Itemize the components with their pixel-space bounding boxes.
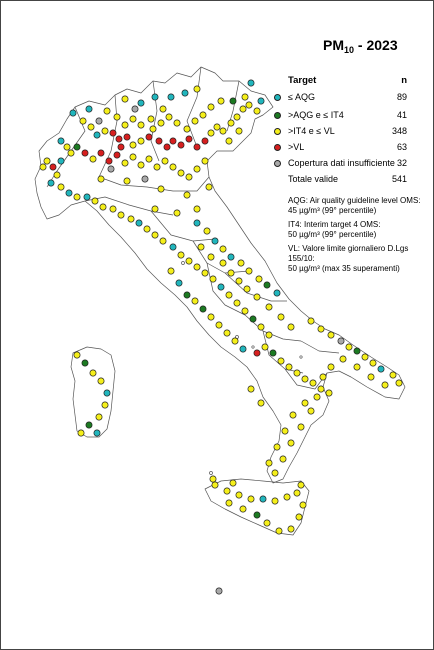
station-marker-yellow [266,460,272,466]
legend-count: 63 [396,142,407,152]
legend-item-vl-range [1,126,421,138]
station-marker-cyan [194,220,200,226]
station-marker-yellow [396,380,402,386]
station-marker-cyan [228,254,234,260]
station-marker-yellow [274,444,280,450]
station-marker-yellow [118,212,124,218]
station-marker-yellow [266,332,272,338]
station-marker-yellow [92,198,98,204]
station-marker-yellow [224,488,230,494]
station-marker-yellow [192,298,198,304]
station-marker-cyan [240,346,246,352]
station-marker-yellow [320,374,326,380]
legend-count: 32 [396,158,407,168]
station-marker-yellow [158,186,164,192]
station-marker-cyan [94,430,100,436]
station-marker-yellow [248,386,254,392]
station-marker-yellow [254,294,260,300]
station-marker-yellow [294,370,300,376]
station-marker-green [270,350,276,356]
station-marker-yellow [198,244,204,250]
station-marker-yellow [382,382,388,388]
station-marker-yellow [278,314,284,320]
legend-label: >IT4 e ≤ VL [288,126,335,136]
station-marker-yellow [186,258,192,264]
station-marker-yellow [100,204,106,210]
legend-count: 348 [391,126,407,136]
station-marker-yellow [236,492,242,498]
station-marker-green [250,316,256,322]
legend-label: >VL [288,142,305,152]
station-marker-yellow [144,226,150,232]
station-marker-yellow [174,210,180,216]
station-marker-yellow [74,194,80,200]
station-marker-yellow [390,372,396,378]
station-marker-yellow [288,440,294,446]
station-marker-yellow [228,270,234,276]
station-marker-yellow [234,300,240,306]
legend-header-target: Target [288,75,317,86]
station-marker-yellow [346,344,352,350]
station-marker-yellow [242,308,248,314]
station-marker-yellow [240,506,246,512]
station-marker-yellow [290,412,296,418]
station-marker-yellow [308,408,314,414]
station-marker-yellow [102,402,108,408]
note-vl-line2: 50 µg/m³ (max 35 superamenti) [288,264,400,273]
station-marker-yellow [284,494,290,500]
station-marker-yellow [328,364,334,370]
station-marker-yellow [152,206,158,212]
station-marker-yellow [226,292,232,298]
station-marker-green [264,282,270,288]
station-marker-yellow [220,246,226,252]
station-marker-yellow [246,268,252,274]
station-marker-yellow [212,482,218,488]
station-marker-yellow [238,260,244,266]
note-aqg [288,196,434,216]
station-marker-yellow [276,528,282,534]
station-marker-green [200,306,206,312]
station-marker-yellow [184,192,190,198]
map-title: $PM_{10} - 2023$ [323,37,398,55]
station-marker-cyan [218,284,224,290]
station-marker-yellow [354,364,360,370]
station-marker-yellow [74,352,80,358]
legend-item-insufficient [1,158,421,170]
station-marker-grey [338,338,344,344]
station-marker-yellow [128,216,134,222]
station-marker-yellow [224,330,230,336]
legend-label: Copertura dati insufficiente [288,158,395,168]
station-marker-yellow [318,386,324,392]
station-marker-yellow [256,276,262,282]
station-marker-yellow [286,364,292,370]
station-marker-yellow [210,276,216,282]
station-marker-yellow [96,414,102,420]
station-marker-cyan [176,280,182,286]
note-it4-line2: 50 µg/m³ (99° percentile) [288,230,377,239]
station-marker-cyan [66,190,72,196]
station-marker-red [254,350,260,356]
station-marker-yellow [98,378,104,384]
station-marker-yellow [152,232,158,238]
station-marker-green [354,348,360,354]
station-marker-yellow [266,304,272,310]
station-marker-yellow [272,470,278,476]
station-marker-yellow [272,498,278,504]
station-marker-yellow [326,390,332,396]
legend-item-above-vl [1,142,421,154]
station-marker-yellow [230,480,236,486]
legend-item-it4 [1,110,421,122]
station-marker-yellow [288,526,294,532]
station-marker-yellow [248,496,254,502]
station-marker-yellow [262,344,268,350]
station-marker-cyan [274,290,280,296]
legend-dot-aqg [274,94,281,101]
station-marker-yellow [328,332,334,338]
legend-dot-vl-range [274,128,281,135]
station-marker-yellow [220,260,226,266]
legend-dot-insufficient [274,160,281,167]
station-marker-yellow [298,482,304,488]
station-marker-green [254,512,260,518]
station-marker-green [86,422,92,428]
legend-header [1,75,421,87]
station-marker-yellow [160,238,166,244]
note-vl-line1: VL: Valore limite giornaliero D.Lgs 155/10: [288,244,409,263]
station-marker-yellow [310,380,316,386]
legend-count: 41 [396,110,407,120]
note-it4-line1: IT4: Interim target 4 OMS: [288,220,381,229]
station-marker-yellow [236,278,242,284]
legend-count: 89 [396,92,407,102]
station-marker-cyan [212,238,218,244]
station-marker-yellow [288,324,294,330]
legend-total-label: Totale valide [288,174,339,184]
station-marker-yellow [308,318,314,324]
station-marker-yellow [244,286,250,292]
station-marker-yellow [278,358,284,364]
station-marker-yellow [90,370,96,376]
station-marker-yellow [232,338,238,344]
station-marker-yellow [302,376,308,382]
station-marker-yellow [302,400,308,406]
legend-item-aqg [1,92,421,104]
legend-label: ≤ AQG [288,92,315,102]
note-aqg-line1: AQG: Air quality guideline level OMS: [288,196,421,205]
legend-total [1,174,421,186]
title-subscript: 10 [344,45,355,55]
station-marker-yellow [370,360,376,366]
note-it4 [288,220,434,240]
station-marker-yellow [110,206,116,212]
station-marker-yellow [282,428,288,434]
station-marker-yellow [368,374,374,380]
station-marker-yellow [208,314,214,320]
station-marker-yellow [168,268,174,274]
station-marker-yellow [208,254,214,260]
station-marker-cyan [170,244,176,250]
station-marker-yellow [298,424,304,430]
station-marker-green [82,360,88,366]
legend-header-n: n [401,75,407,86]
station-marker-yellow [258,324,264,330]
note-vl [288,244,434,274]
station-marker-yellow [300,502,306,508]
station-marker-yellow [264,520,270,526]
station-marker-yellow [204,228,210,234]
station-marker-cyan [136,220,142,226]
station-marker-yellow [78,430,84,436]
station-marker-yellow [296,514,302,520]
note-aqg-line2: 45 µg/m³ (99° percentile) [288,206,377,215]
station-marker-yellow [318,326,324,332]
station-marker-yellow [216,322,222,328]
station-marker-grey [216,588,222,594]
station-marker-cyan [104,390,110,396]
legend-dot-it4 [274,112,281,119]
station-marker-yellow [314,394,320,400]
legend-dot-above-vl [274,144,281,151]
station-marker-yellow [202,270,208,276]
station-marker-green [184,292,190,298]
station-marker-yellow [294,490,300,496]
station-marker-yellow [362,354,368,360]
station-marker-cyan [260,496,266,502]
station-marker-yellow [226,500,232,506]
station-marker-yellow [194,264,200,270]
station-marker-cyan [378,366,384,372]
station-marker-yellow [194,206,200,212]
station-marker-yellow [280,456,286,462]
legend-label: >AQG e ≤ IT4 [288,110,344,120]
station-marker-yellow [258,400,264,406]
station-marker-cyan [84,194,90,200]
station-marker-yellow [178,252,184,258]
station-marker-yellow [210,476,216,482]
station-marker-yellow [340,356,346,362]
legend-total-count: 541 [391,174,407,184]
